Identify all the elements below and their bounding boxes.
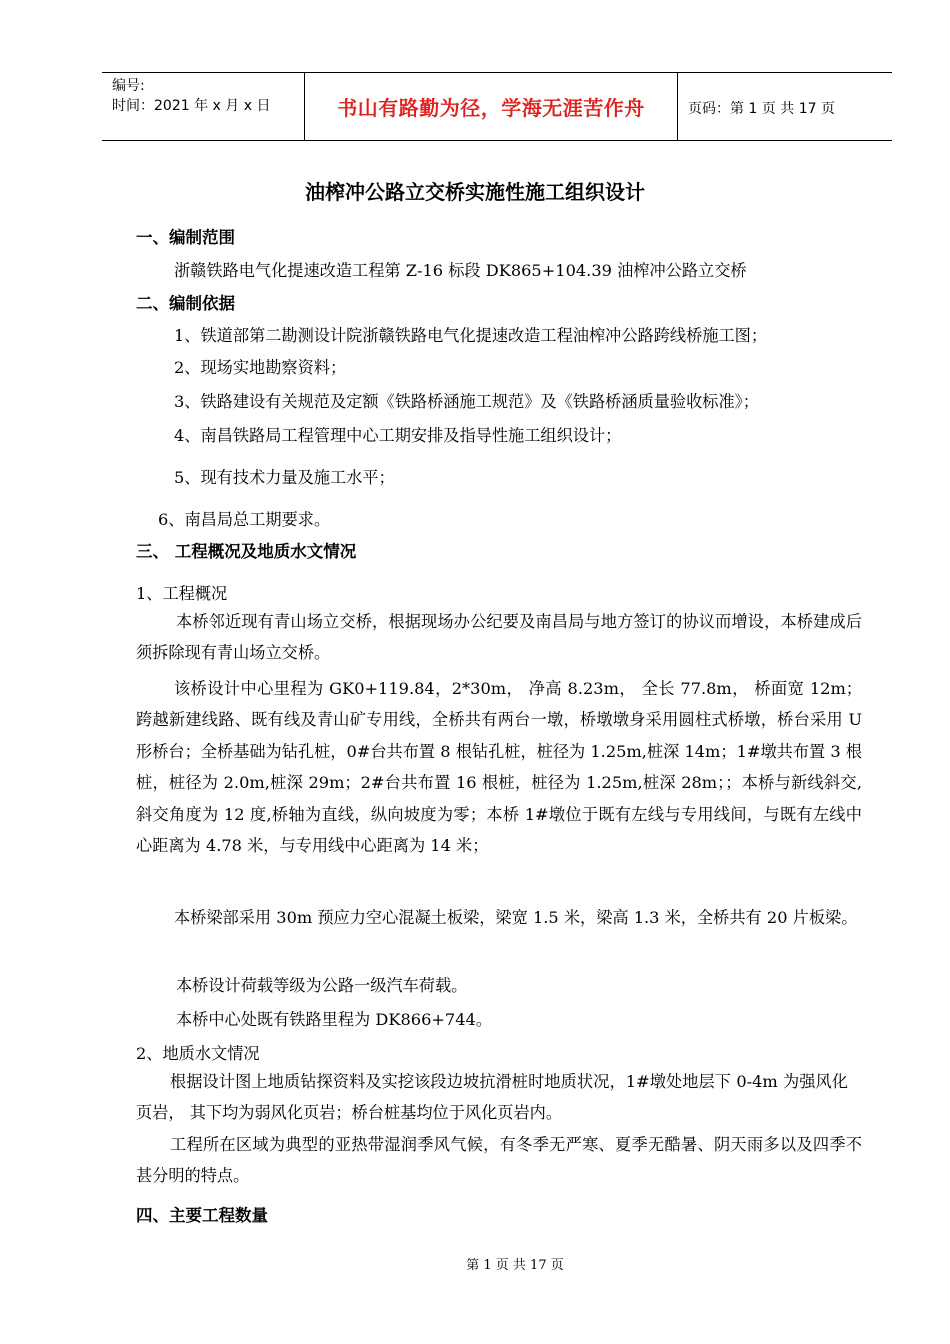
header-bottom-rule [102,140,892,141]
header-number: 编号: [112,78,145,94]
scope-text: 浙赣铁路电气化提速改造工程第 Z-16 标段 DK865+104.39 油榨冲公路立交桥 [174,261,747,280]
basis-item: 4、南昌铁路局工程管理中心工期安排及指导性施工组织设计； [174,426,622,445]
section-heading-quantities: 四、主要工程数量 [136,1206,268,1225]
document-title: 油榨冲公路立交桥实施性施工组织设计 [305,180,645,204]
section-heading-overview: 三、 工程概况及地质水文情况 [136,542,357,561]
header-meta [112,76,270,116]
basis-item: 2、现场实地勘察资料； [174,358,347,377]
header-page-number: 页码：第 1 页 共 17 页 [688,101,835,117]
basis-item: 5、现有技术力量及施工水平； [174,468,395,487]
subheading-overview: 1、工程概况 [136,584,228,603]
paragraph: 本桥设计荷载等级为公路一级汽车荷载。 [176,976,468,995]
paragraph: 本桥梁部采用 30m 预应力空心混凝土板梁，梁宽 1.5 米，梁高 1.3 米，全桥共有 20 片板梁。 [174,908,858,927]
basis-item: 6、南昌局总工期要求。 [158,510,331,529]
paragraph: 该桥设计中心里程为 GK0+119.84，2*30m， 净高 8.23m， 全长 77.8m， 桥面宽 12m；跨越新建线路、既有线及青山矿专用线，全桥共有两台一墩，桥墩墩身采用圆柱式桥墩，桥台采用 U 形桥台；全桥基础为钻孔桩，0#台共布置 8 根钻孔桩，桩径为 1.25m,桩深 14m；1#墩共布置 3 根桩，桩径为 2.0m,桩深 29m；2#台共布置 16 根桩，桩径为 1.25m,桩深 28m；；本桥与新线斜交,斜交角度为 12 度,桥轴为直线，纵向坡度为零；本桥 1#墩位于既有左线与专用线间，与既有左线中心距离为 4.78 米，与专用线中心距离为 14 米； [136,679,862,856]
section-heading-scope: 一、编制范围 [136,228,235,247]
basis-item: 1、铁道部第二勘测设计院浙赣铁路电气化提速改造工程油榨冲公路跨线桥施工图； [174,326,768,345]
basis-item: 3、铁路建设有关规范及定额《铁路桥涵施工规范》及《铁路桥涵质量验收标准》； [174,392,759,411]
paragraph: 本桥邻近现有青山场立交桥，根据现场办公纪要及南昌局与地方签订的协议而增设，本桥建成后须拆除现有青山场立交桥。 [136,612,862,662]
header-motto: 书山有路勤为径，学海无涯苦作舟 [337,96,645,120]
header-divider-right [677,72,678,140]
header-time: 时间：2021 年 x 月 x 日 [112,98,271,114]
paragraph: 根据设计图上地质钻探资料及实挖该段边坡抗滑桩时地质状况，1#墩处地层下 0-4m 为强风化页岩， 其下均为弱风化页岩；桥台桩基均位于风化页岩内。 [136,1072,848,1122]
section-heading-basis: 二、编制依据 [136,294,235,313]
footer-page-number: 第 1 页 共 17 页 [466,1258,564,1273]
paragraph: 本桥中心处既有铁路里程为 DK866+744。 [176,1010,493,1029]
paragraph: 工程所在区域为典型的亚热带湿润季风气候，有冬季无严寒、夏季无酷暑、阴天雨多以及四季不甚分明的特点。 [136,1135,862,1185]
header-top-rule [102,72,892,73]
subheading-geology: 2、地质水文情况 [136,1044,260,1063]
